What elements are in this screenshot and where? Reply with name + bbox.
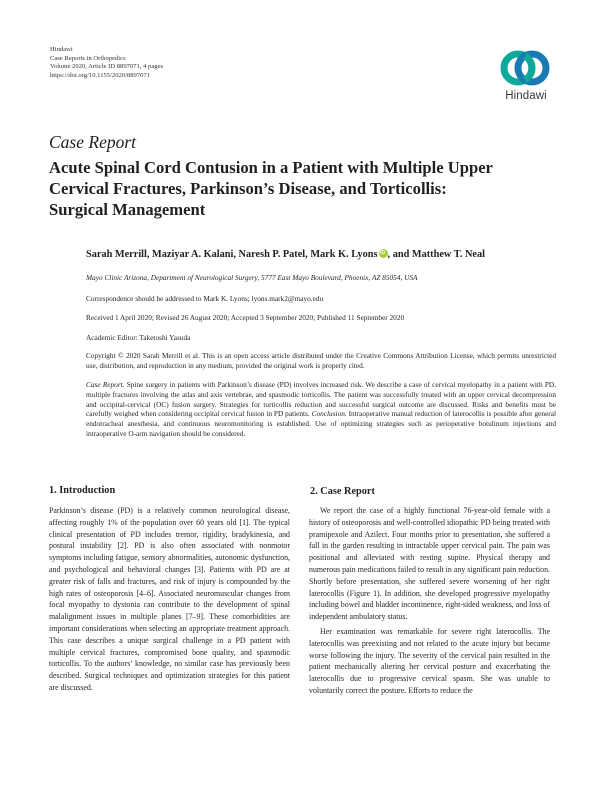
article-title — [49, 157, 569, 220]
abstract-case-text: Spine surgery in patients with Parkinson’s disease (PD) involves increased risk. We describe a case of cervical myelopathy in a patient with PD, multiple fractures involving the atlas and axis vertebrae, and spasmodic torticollis. The patient was successfully treated with an upper cervical decompression and occipital-cervical (OC) fusion surgery. Strategies for torticollis reduction and successful surgical outcome are discussed. Risks and benefits must be carefully weighed when considering occipital cervical fusion in PD patients. — [86, 380, 556, 419]
case-report-column — [309, 505, 550, 697]
introduction-column — [49, 505, 290, 694]
article-type: Case Report — [49, 132, 137, 152]
academic-editor: Academic Editor: Taketoshi Yasuda — [86, 333, 191, 342]
introduction-paragraph: Parkinson’s disease (PD) is a relatively common neurological disease, affecting roughly 1% of the population over 60 years old [1]. The typical clinical presentation of PD includes tremor, rigidity, bradykinesia, and postural instability [2]. PD is also often associated with nonmotor symptoms including fatigue, sensory abnormalities, autonomic dysfunction, and psychological and behavioral changes [3]. Patients with PD are at greater risk of falls and fractures, and risk of injury is compounded by the high rates of osteoporosis [4–6]. Associated neuromuscular changes from focal myopathy to dystonia can contribute to the development of spinal malalignment issues in multiple planes [7–9]. These comorbidities are important considerations when selecting an appropriate treatment approach. This case describes a unique surgical challenge in a PD patient with multiple cervical fractures, compromised bone quality, and spasmodic torticollis. To the authors’ knowledge, no similar case has previously been described. Surgical techniques and optimization strategies for this patient are discussed. — [49, 506, 290, 692]
authors-text-last: , and Matthew T. Neal — [387, 249, 485, 260]
orcid-icon[interactable] — [379, 249, 388, 258]
abstract — [86, 380, 556, 439]
journal-meta — [50, 46, 163, 80]
title-line: Acute Spinal Cord Contusion in a Patient with Multiple Upper — [49, 158, 493, 177]
publisher-name: Hindawi — [50, 46, 73, 53]
doi-link[interactable]: https://doi.org/10.1155/2020/8897071 — [50, 71, 151, 79]
abstract-label-case: Case Report. — [86, 380, 125, 389]
authors-text: Sarah Merrill, Maziyar A. Kalani, Naresh P. Patel, Mark K. Lyons — [86, 249, 378, 260]
title-line: Surgical Management — [49, 200, 206, 219]
author-list — [86, 249, 485, 260]
publication-dates: Received 1 April 2020; Revised 26 August 2020; Accepted 3 September 2020; Published 11 September 2020 — [86, 313, 405, 322]
case-paragraph-1: We report the case of a highly functional 76-year-old female with a history of osteoporosis and well-controlled idiopathic PD being treated with pramipexole and Azilect. Four months prior to presentation, she suffered a fall in the garden resulting in intractable upper cervical pain. The pain was positional and alleviated with resting supine. Physical therapy and numerous pain medications failed to result in any significant pain reduction. Shortly before presentation, she suffered severe worsening of her right laterocollis (Figure 1). In addition, she developed progressive myelopathy including bowel and bladder incontinence, right-sided weakness, and loss of independent ambulatory status. — [309, 506, 550, 622]
logo-wordmark: Hindawi — [505, 90, 547, 102]
journal-name: Case Reports in Orthopedics — [50, 54, 126, 62]
correspondence: Correspondence should be addressed to Mark K. Lyons; lyons.mark2@mayo.edu — [86, 294, 324, 303]
section-heading-case-report: 2. Case Report — [310, 486, 375, 497]
title-line: Cervical Fractures, Parkinson’s Disease, and Torticollis: — [49, 179, 447, 198]
affiliation: Mayo Clinic Arizona, Department of Neurological Surgery, 5777 East Mayo Boulevard, Phoenix, AZ 85054, USA — [86, 273, 418, 282]
abstract-label-conclusion: Conclusion. — [311, 409, 347, 419]
copyright-notice: Copyright © 2020 Sarah Merrill et al. This is an open access article distributed under the Creative Commons Attribution License, which permits unrestricted use, distribution, and reproduction in any medium, provided the original work is properly cited. — [86, 351, 556, 370]
section-heading-introduction: 1. Introduction — [49, 485, 116, 496]
abstract-conclusion-text: Intraoperative manual reduction of laterocollis is possible after general endotracheal anesthesia, and continuous neuromonitoring is established. Use of optimizing strategies such as perioperative botulinum injections and intraoperative O-arm navigation should be considered. — [86, 409, 556, 438]
case-paragraph-2: Her examination was remarkable for severe right laterocollis. The laterocollis was preexisting and not related to the acute injury but became worse following the injury. The severity of the cervical pain resulted in the patient mechanically altering her cervical posture and exacerbating the laterocollis due to progressive cervical spasm. She was unable to voluntarily correct the posture. Efforts to reduce the — [309, 626, 550, 695]
volume-info: Volume 2020, Article ID 8897071, 4 pages — [50, 63, 164, 71]
